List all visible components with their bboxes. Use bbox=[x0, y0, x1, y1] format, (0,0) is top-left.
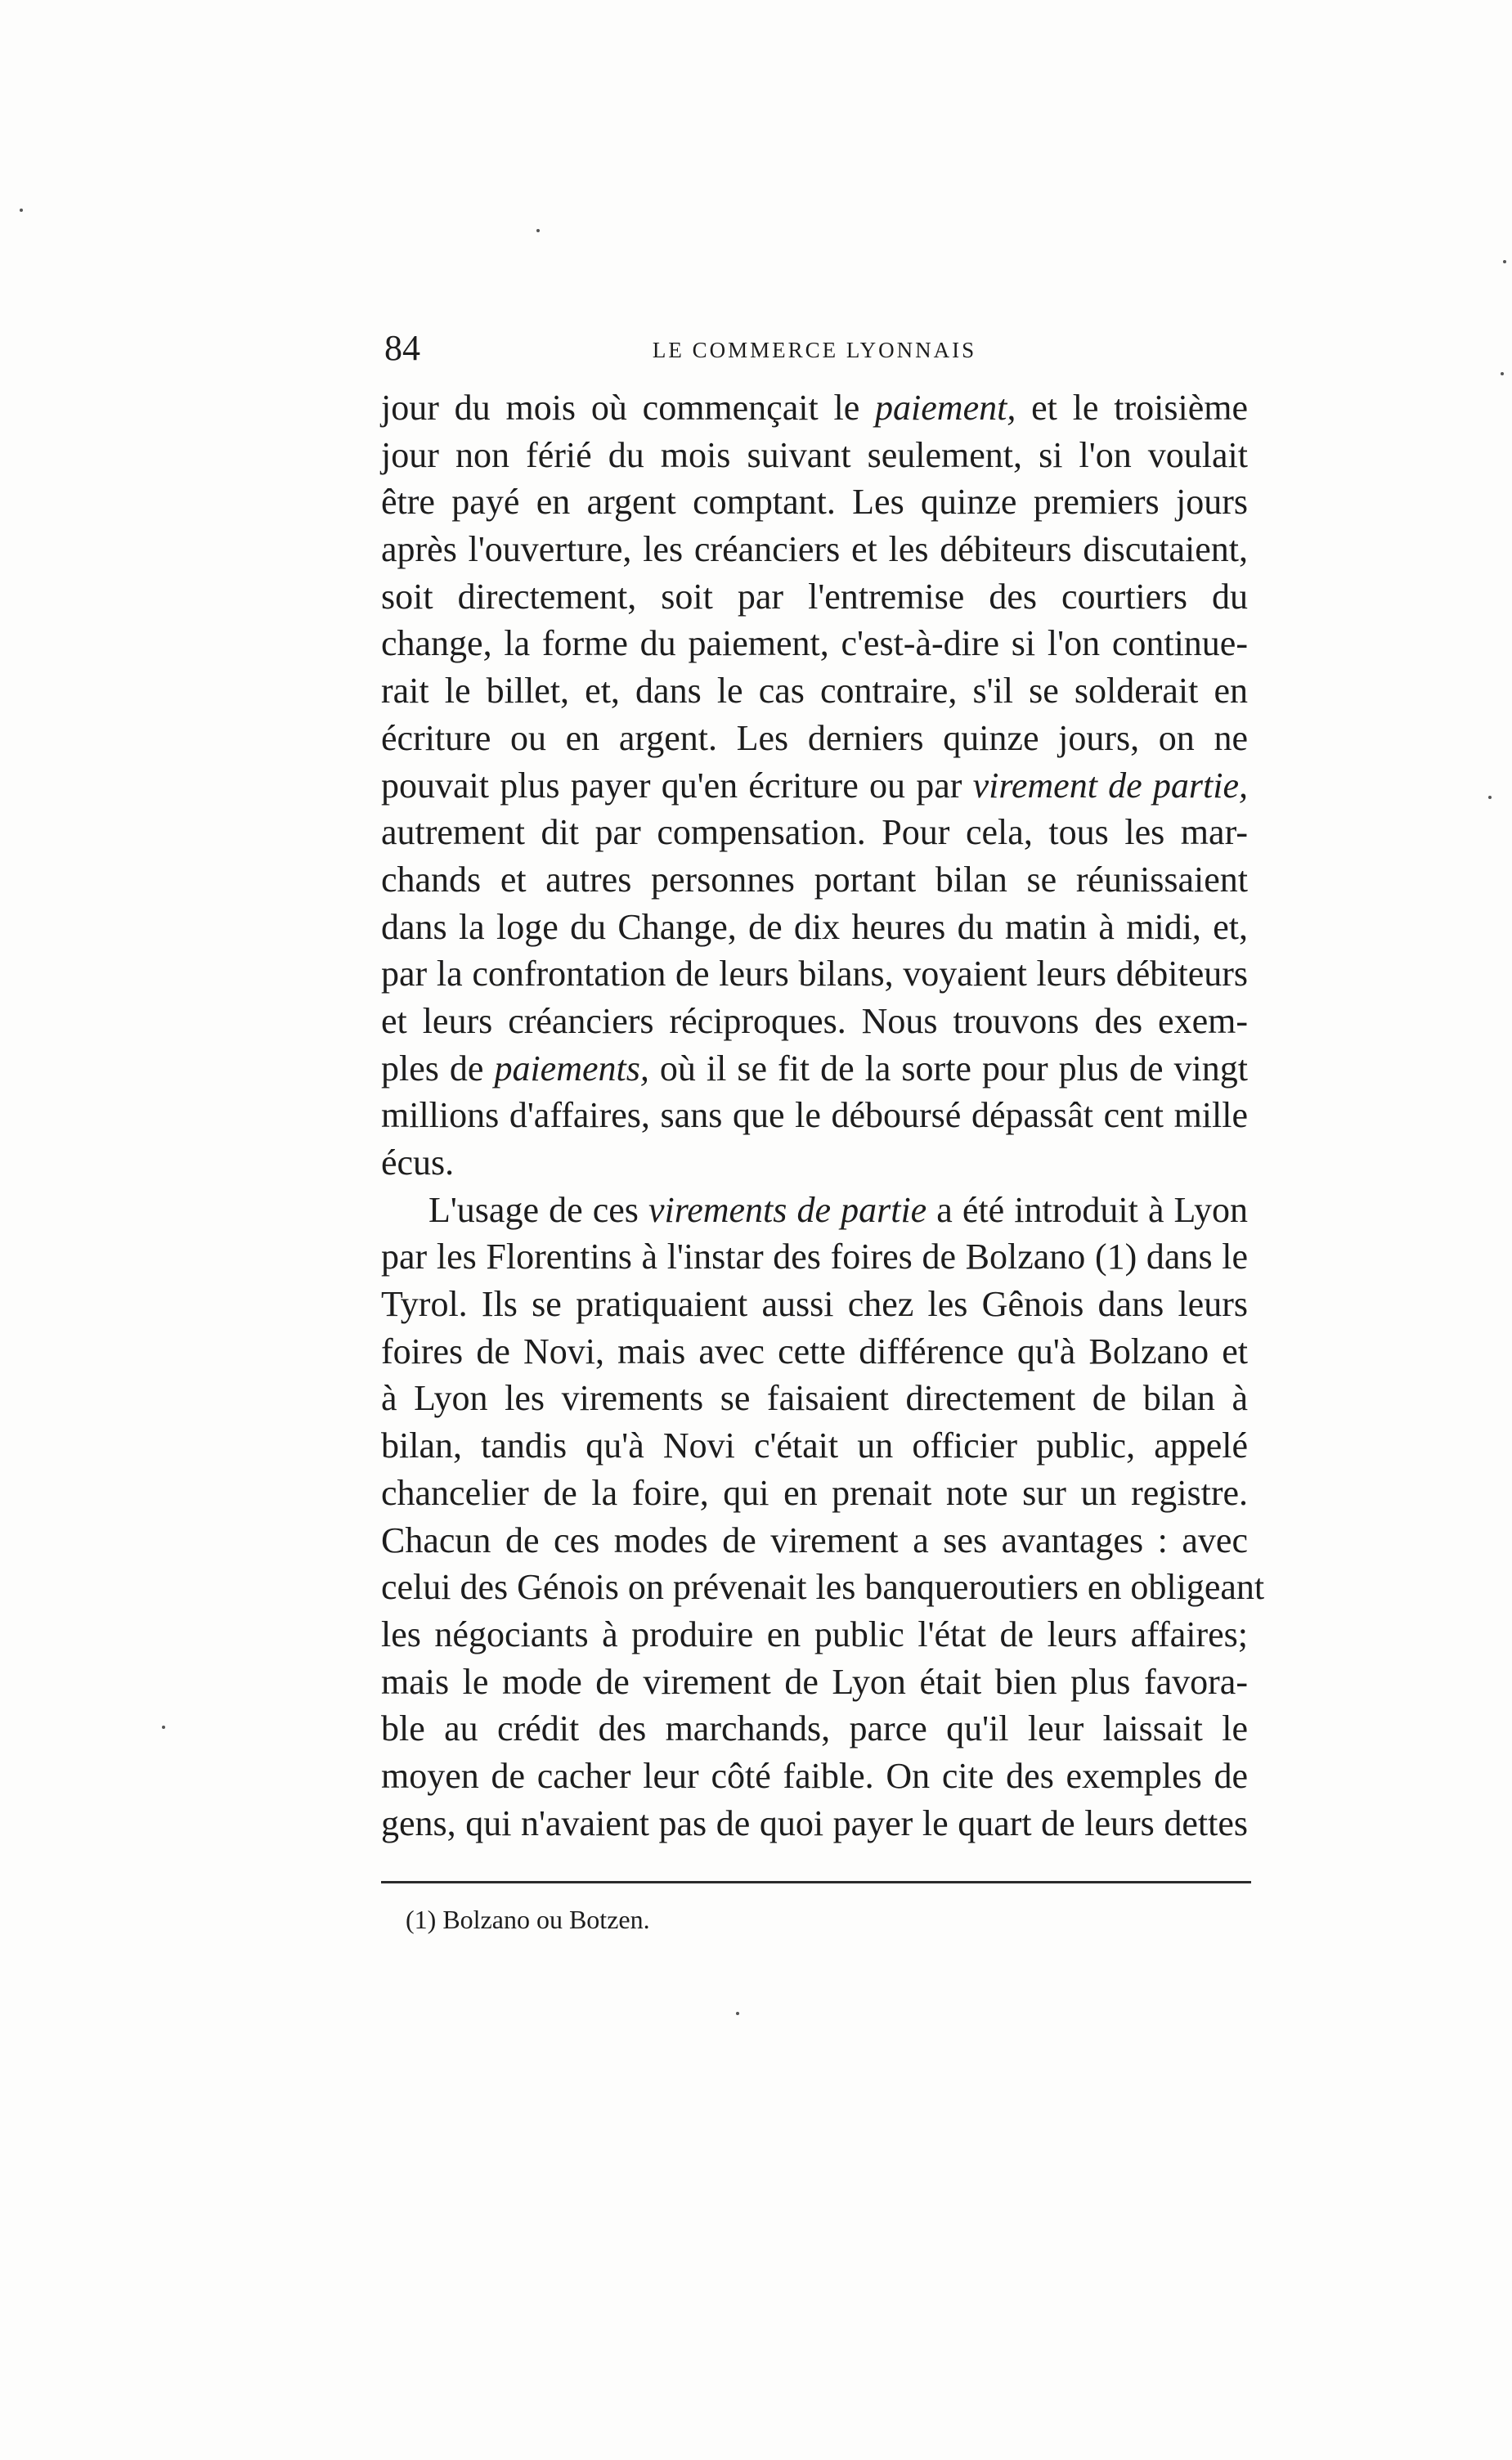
text-line bbox=[381, 573, 1248, 621]
italic-text: virements de partie bbox=[648, 1189, 927, 1230]
text-segment: écus. bbox=[381, 1142, 455, 1183]
text-segment: chands et autres personnes portant bilan se réunissaient bbox=[381, 859, 1248, 900]
text-line bbox=[381, 1139, 1248, 1187]
text-segment: les négociants à produire en public l'état de leurs affaires; bbox=[381, 1614, 1248, 1654]
scan-speck bbox=[1501, 372, 1504, 375]
running-head: LE COMMERCE LYONNAIS bbox=[652, 338, 977, 362]
text-segment: par les Florentins à l'instar des foires de Bolzano (1) dans le bbox=[381, 1237, 1248, 1277]
text-segment: et le troisième bbox=[1016, 388, 1248, 428]
text-segment: être payé en argent comptant. Les quinze premiers jours bbox=[381, 482, 1248, 523]
text-line bbox=[381, 526, 1248, 573]
text-segment: à Lyon les virements se faisaient directement de bilan à bbox=[381, 1378, 1248, 1419]
text-segment: mais le mode de virement de Lyon était bien plus favora- bbox=[381, 1661, 1248, 1702]
text-line bbox=[381, 384, 1248, 432]
scan-speck bbox=[536, 229, 540, 232]
text-line bbox=[381, 1753, 1248, 1800]
text-segment: moyen de cacher leur côté faible. On cite des exemples de bbox=[381, 1755, 1248, 1796]
text-segment: où il se fit de la sorte pour plus de vingt bbox=[648, 1048, 1248, 1089]
text-line bbox=[381, 1705, 1248, 1753]
text-segment: chancelier de la foire, qui en prenait note sur un registre. bbox=[381, 1472, 1248, 1513]
text-segment: écriture ou en argent. Les derniers quinze jours, on ne bbox=[381, 717, 1248, 758]
text-segment: après l'ouverture, les créanciers et les débiteurs discutaient, bbox=[381, 529, 1248, 570]
body-text bbox=[381, 384, 1265, 1847]
text-line bbox=[381, 856, 1248, 904]
italic-text: paiement, bbox=[875, 388, 1016, 428]
text-line bbox=[381, 1422, 1248, 1470]
page-header bbox=[384, 325, 1245, 375]
text-line bbox=[381, 1800, 1248, 1847]
text-line bbox=[381, 1328, 1248, 1376]
scan-speck bbox=[1503, 260, 1506, 263]
text-segment: Tyrol. Ils se pratiquaient aussi chez les Gênois dans leurs bbox=[381, 1284, 1248, 1325]
text-segment: celui des Génois on prévenait les banqueroutiers en obligeant bbox=[381, 1567, 1265, 1608]
text-segment: autrement dit par compensation. Pour cela, tous les mar- bbox=[381, 812, 1248, 853]
text-line bbox=[381, 1375, 1248, 1422]
text-segment: L'usage de ces bbox=[428, 1189, 648, 1230]
text-line bbox=[381, 1187, 1248, 1234]
text-segment: gens, qui n'avaient pas de quoi payer le quart de leurs dettes bbox=[381, 1802, 1248, 1843]
text-line bbox=[381, 1233, 1248, 1281]
italic-text: paiements, bbox=[494, 1048, 649, 1089]
text-line bbox=[381, 1659, 1248, 1706]
text-line bbox=[381, 1092, 1248, 1139]
text-line bbox=[381, 809, 1248, 856]
text-segment: jour non férié du mois suivant seulement, si l'on voulait bbox=[381, 434, 1248, 475]
text-segment: dans la loge du Change, de dix heures du matin à midi, et, bbox=[381, 906, 1248, 947]
text-line bbox=[381, 904, 1248, 951]
text-segment: pouvait plus payer qu'en écriture ou par bbox=[381, 765, 973, 806]
text-line bbox=[381, 1045, 1248, 1093]
italic-text: virement de partie, bbox=[972, 765, 1248, 806]
text-segment: et leurs créanciers réciproques. Nous trouvons des exem- bbox=[381, 1000, 1248, 1041]
text-segment: a été introduit à Lyon bbox=[926, 1189, 1249, 1230]
scan-speck bbox=[162, 1726, 165, 1729]
text-segment: millions d'affaires, sans que le déboursé dépassât cent mille bbox=[381, 1095, 1248, 1136]
text-segment: Chacun de ces modes de virement a ses avantages : avec bbox=[381, 1520, 1248, 1560]
text-line bbox=[381, 762, 1248, 810]
text-segment: soit directement, soit par l'entremise des courtiers du bbox=[381, 576, 1248, 617]
text-segment: ples de bbox=[381, 1048, 495, 1089]
footnote-rule bbox=[381, 1881, 1251, 1883]
text-line bbox=[381, 950, 1248, 998]
text-line bbox=[381, 667, 1248, 715]
scan-speck bbox=[736, 2012, 739, 2015]
text-segment: rait le billet, et, dans le cas contraire, s'il se solderait en bbox=[381, 671, 1248, 712]
scan-speck bbox=[1488, 796, 1492, 799]
text-line bbox=[381, 1281, 1248, 1328]
text-line bbox=[381, 478, 1248, 526]
text-line bbox=[381, 1611, 1248, 1659]
text-segment: jour du mois où commençait le bbox=[381, 388, 876, 428]
text-line bbox=[381, 715, 1248, 762]
text-segment: foires de Novi, mais avec cette différence qu'à Bolzano et bbox=[381, 1331, 1248, 1371]
text-segment: change, la forme du paiement, c'est-à-dire si l'on continue- bbox=[381, 623, 1248, 664]
text-segment: par la confrontation de leurs bilans, voyaient leurs débiteurs bbox=[381, 954, 1248, 994]
text-line bbox=[381, 998, 1248, 1045]
text-line bbox=[381, 1564, 1265, 1611]
scan-speck bbox=[20, 209, 23, 212]
page-number: 84 bbox=[384, 328, 420, 368]
text-segment: bilan, tandis qu'à Novi c'était un officier public, appelé bbox=[381, 1425, 1248, 1466]
text-segment: ble au crédit des marchands, parce qu'il leur laissait le bbox=[381, 1708, 1248, 1749]
text-line bbox=[381, 620, 1248, 667]
footnote: (1) Bolzano ou Botzen. bbox=[406, 1905, 650, 1934]
text-line bbox=[381, 1517, 1248, 1564]
text-line bbox=[381, 1470, 1248, 1517]
text-line bbox=[381, 432, 1248, 479]
